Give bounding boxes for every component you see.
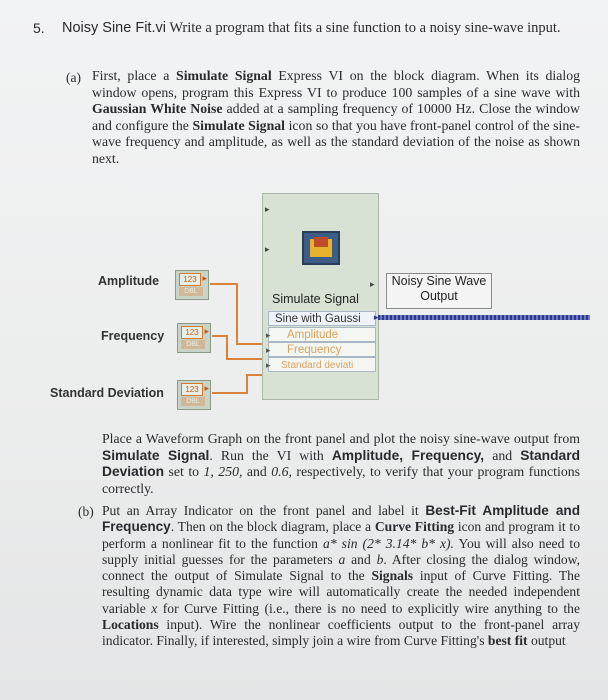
- italic-run: 0.6,: [271, 464, 292, 479]
- bold-run: Locations: [102, 617, 159, 633]
- text-run: You will also need to supply initial guesses for the parameters: [102, 535, 580, 567]
- text-run: output: [527, 633, 566, 649]
- part-a-text: [92, 68, 580, 167]
- text-run: First, place a: [92, 68, 177, 83]
- node-input-std-dev: ▸ Standard deviati: [268, 357, 376, 372]
- wire: [210, 283, 236, 285]
- wire: [212, 335, 226, 337]
- text-run: input). Wire the nonlinear coefficients output to the front-panel array indicator. Finally, if interested, simply join a wire from Curve Fitting's: [102, 617, 580, 649]
- place-graph-text: [102, 431, 580, 497]
- text-run: . After closing the dialog window, connect the output of Simulate Signal to the: [102, 551, 580, 584]
- bold-run: Standard Deviation: [102, 447, 580, 479]
- text-run: icon and program it to perform a nonlinear fit to the function: [102, 519, 580, 551]
- terminal-arrow-icon: ▸: [370, 279, 375, 289]
- question-title: [62, 20, 587, 37]
- amplitude-label: Amplitude: [98, 274, 160, 288]
- bold-run: Gaussian White Noise: [92, 101, 223, 116]
- wire: [226, 335, 228, 359]
- italic-run: a* sin (2* 3.14* b* x).: [323, 535, 454, 551]
- amplitude-terminal: 123 ▸ DBL: [175, 270, 209, 300]
- text-run: Put an Array Indicator on the front panel and label it: [102, 503, 426, 518]
- text-run: icon so that you have front-panel control of the sine-wave frequency and amplitude, as well as the standard deviation of the noise as shown next.: [92, 117, 580, 166]
- frequency-label: Frequency: [101, 329, 165, 343]
- node-input-amplitude: ▸ Amplitude: [268, 327, 376, 342]
- bold-run: Signals: [371, 568, 414, 584]
- standard-deviation-label: Standard Deviation: [50, 386, 164, 400]
- text-run: . Then on the block diagram, place a: [170, 519, 375, 535]
- text-run: Express VI on the block diagram. When its dialog window opens, program this Express VI to produce 100 samples of a sine wave with: [92, 68, 580, 100]
- bold-run: Simulate Signal: [102, 447, 210, 463]
- italic-run: b: [376, 551, 384, 567]
- bold-run: best fit: [487, 633, 528, 649]
- noisy-sine-wave-indicator: Noisy Sine Wave Output: [386, 273, 492, 309]
- part-b-tag: (b): [78, 504, 94, 519]
- text-run: respectively, to verify that your program functions correctly.: [102, 464, 580, 496]
- bold-run: Simulate Signal: [176, 68, 272, 83]
- bold-run: Simulate Signal: [192, 117, 285, 133]
- part-b-text: [102, 503, 580, 650]
- text-run: and: [345, 551, 377, 567]
- simulate-signal-icon: [302, 231, 340, 265]
- question-prompt: Write a program that fits a sine function to a noisy sine-wave input.: [165, 20, 561, 36]
- italic-run: x: [151, 600, 158, 616]
- wire: [212, 392, 246, 394]
- text-run: for Curve Fitting (i.e., there is no need to explicitly wire anything to the: [157, 600, 580, 616]
- text-run: added at a sampling frequency of 10000 Hz. Close the window and configure the: [92, 101, 580, 133]
- part-a-tag: (a): [66, 70, 81, 85]
- bold-run: Best-Fit Amplitude and Frequency: [102, 503, 580, 535]
- vi-filename: Noisy Sine Fit.vi: [62, 20, 166, 36]
- text-run: and: [484, 447, 521, 463]
- text-run: input of Curve Fitting. The resulting dynamic data type wire will automatically create the needed independent variable: [102, 568, 580, 616]
- wire: [246, 374, 248, 394]
- bold-run: Curve Fitting: [374, 519, 455, 535]
- wire: [236, 283, 238, 344]
- terminal-arrow-icon: ▸: [265, 244, 270, 254]
- standard-deviation-terminal: 123 ▸ DBL: [177, 380, 211, 410]
- frequency-terminal: 123 ▸ DBL: [177, 323, 211, 353]
- output-arrow-icon: ▸: [374, 312, 379, 322]
- bold-run: Amplitude, Frequency,: [331, 447, 485, 463]
- terminal-arrow-icon: ▸: [265, 204, 270, 214]
- text-run: Place a Waveform Graph on the front panel and plot the noisy sine-wave output from: [102, 431, 580, 446]
- question-number: 5.: [33, 20, 45, 36]
- italic-run: a: [338, 551, 346, 567]
- text-run: set to: [164, 464, 204, 479]
- dynamic-data-wire: [378, 315, 590, 320]
- node-title: Simulate Signal: [272, 292, 359, 306]
- node-output-row: Sine with Gaussi: [268, 311, 376, 326]
- text-run: . Run the VI with: [209, 447, 332, 463]
- text-run: and: [242, 464, 272, 479]
- italic-run: 1, 250,: [203, 464, 243, 479]
- node-input-frequency: ▸ Frequency: [268, 342, 376, 357]
